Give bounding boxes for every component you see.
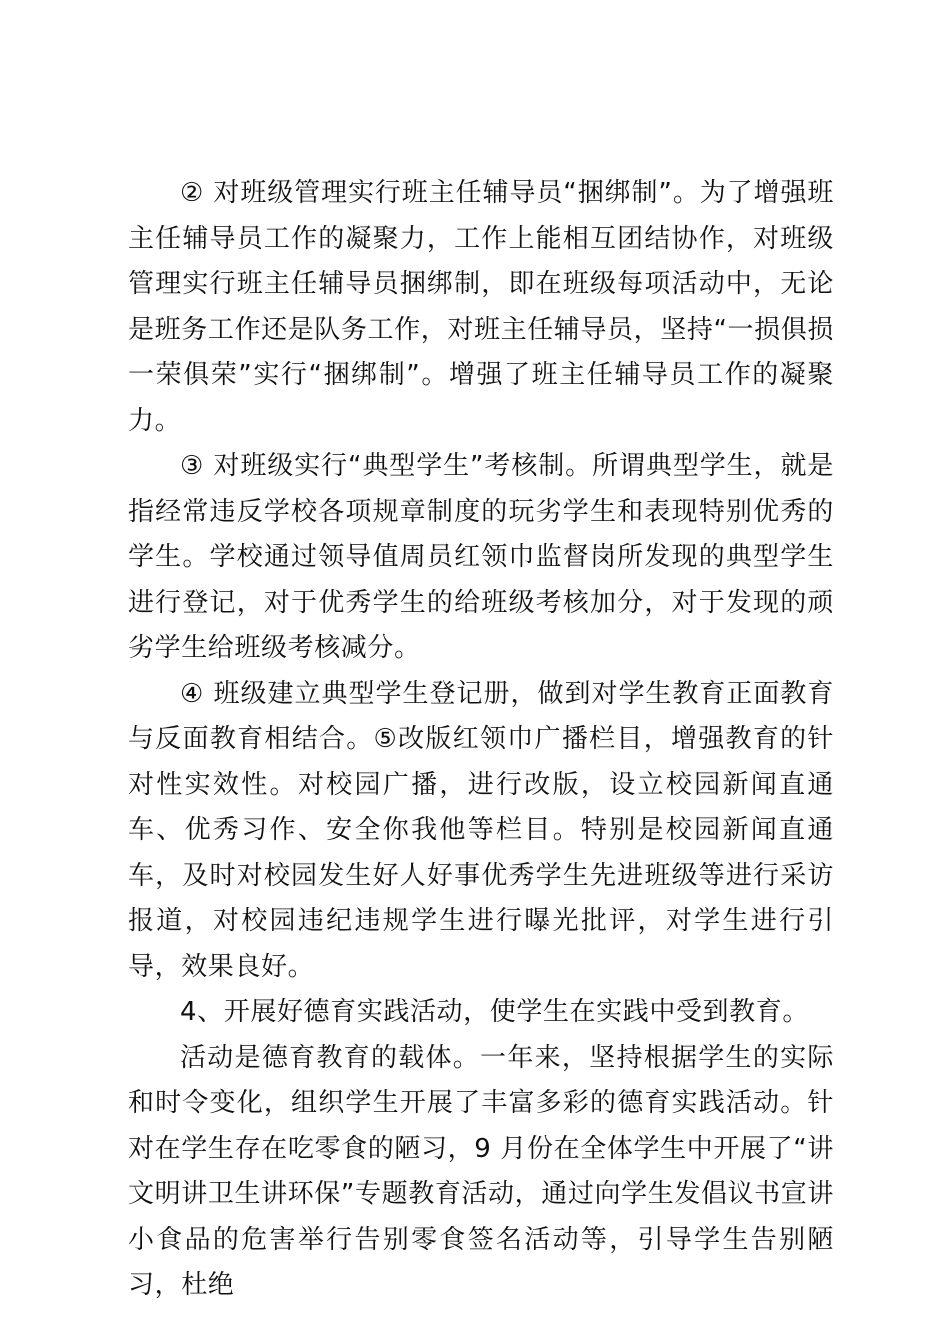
paragraph-section-heading-4: 4、开展好德育实践活动，使学生在实践中受到教育。 [180,997,809,1027]
paragraph-practice-activities: 活动是德育教育的载体。一年来，坚持根据学生的实际和时令变化，组织学生开展了丰富多彩的德育实践活动。针对在学生存在吃零食的陋习，9 月份在全体学生中开展了“讲文明讲卫生讲环保”专题教育活动，通过向学生发倡议书宣讲小食品的危害举行告别零食签名活动等，引导学生告别陋习，杜绝 [128,1042,834,1300]
paragraph-bundling-system: ② 对班级管理实行班主任辅导员“捆绑制”。为了增强班主任辅导员工作的凝聚力，工作上能相互团结协作，对班级管理实行班主任辅导员捆绑制，即在班级每项活动中，无论是班务工作还是队务工作，对班主任辅导员，坚持“一损俱损一荣俱荣”实行“捆绑制”。增强了班主任辅导员工作的凝聚力。 [128,178,834,436]
paragraph-student-register-broadcast: ④ 班级建立典型学生登记册，做到对学生教育正面教育与反面教育相结合。⑤改版红领巾广播栏目，增强教育的针对性实效性。对校园广播，进行改版，设立校园新闻直通车、优秀习作、安全你我他等栏目。特别是校园新闻直通车，及时对校园发生好人好事优秀学生先进班级等进行采访报道，对校园违纪违规学生进行曝光批评，对学生进行引导，效果良好。 [128,678,834,982]
paragraph-typical-student-assessment: ③ 对班级实行“典型学生”考核制。所谓典型学生，就是指经常违反学校各项规章制度的玩劣学生和表现特别优秀的学生。学校通过领导值周员红领巾监督岗所发现的典型学生进行登记，对于优秀学生的给班级考核加分，对于发现的顽劣学生给班级考核减分。 [128,451,834,663]
document-page [128,171,834,1309]
